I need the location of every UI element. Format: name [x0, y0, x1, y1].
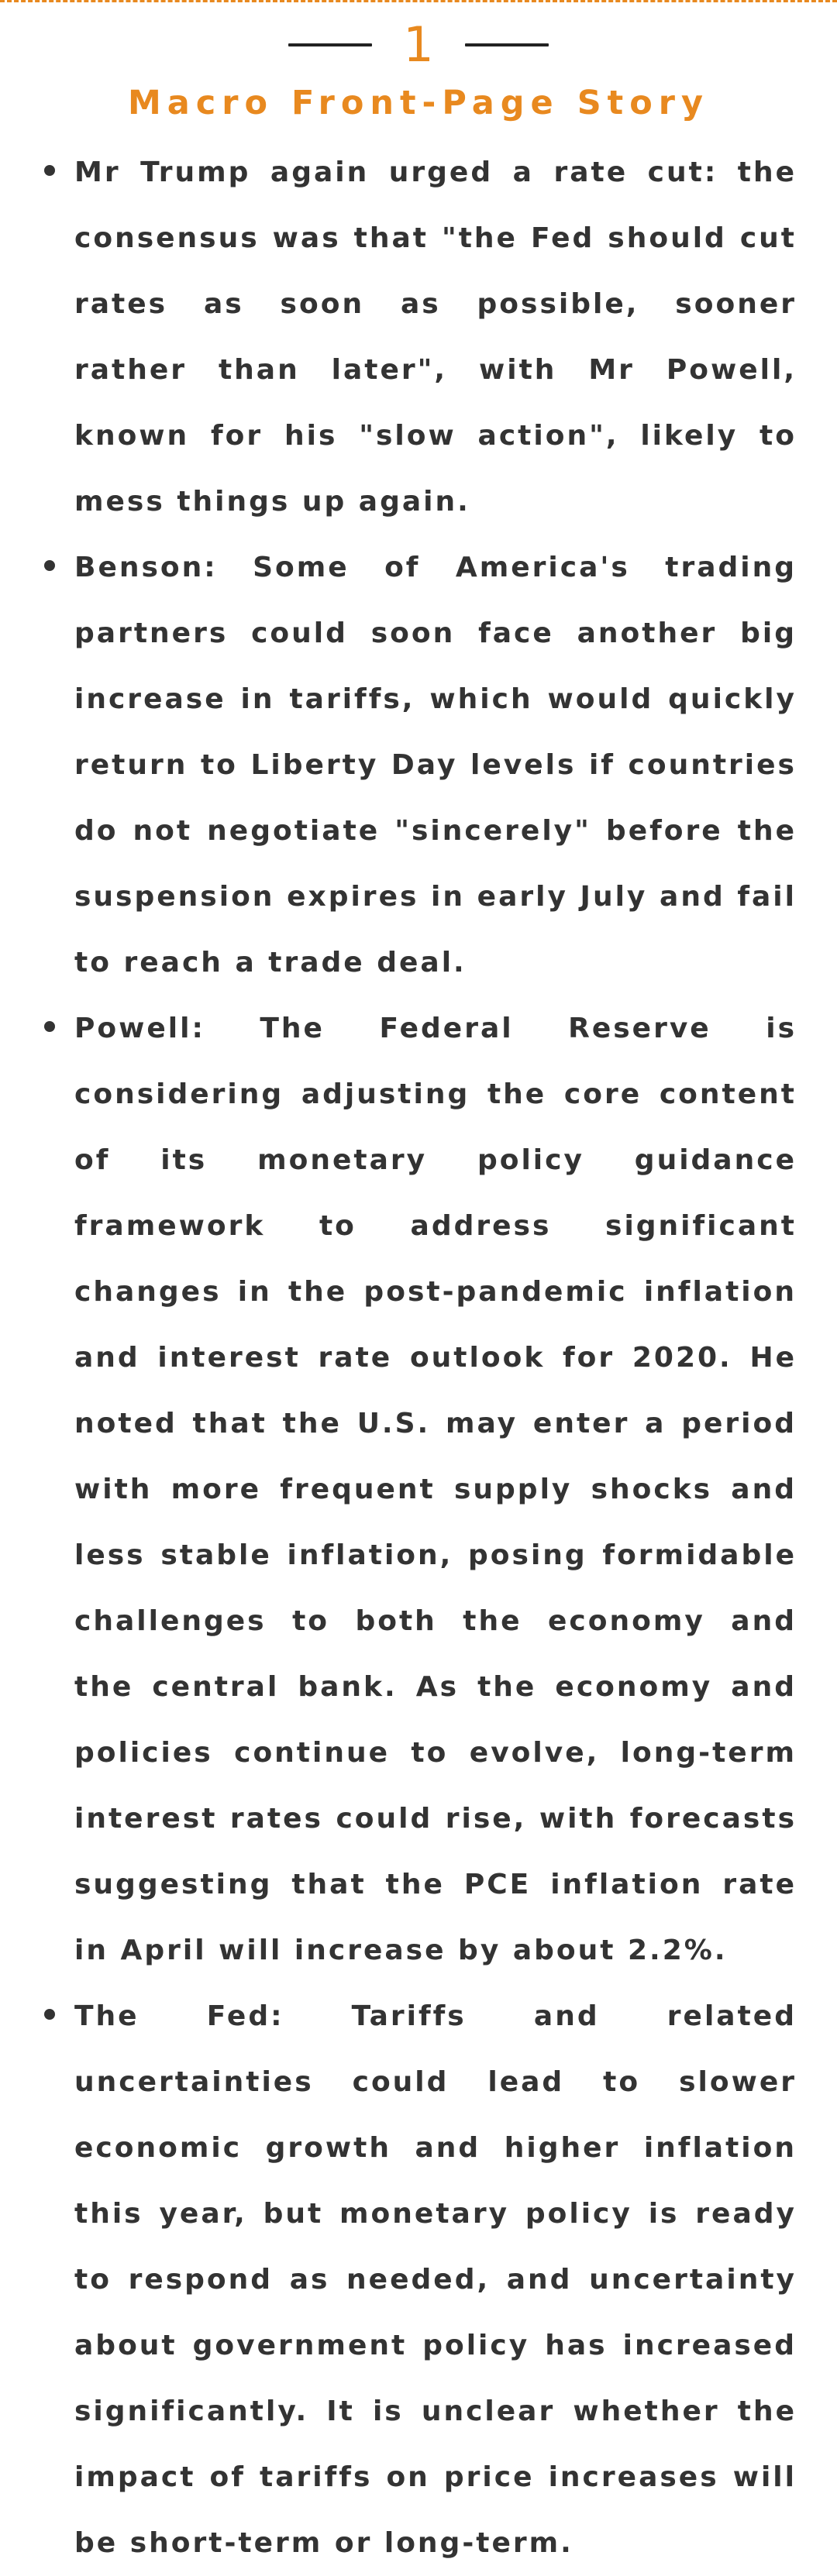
- bullet-item-fed: [0, 1983, 837, 2576]
- bullet-item-benson: [0, 535, 837, 996]
- section-number: 1: [403, 16, 434, 73]
- bullet-dot-icon: [44, 2009, 55, 2020]
- bullet-item-trump: [0, 139, 837, 535]
- bullet-dot-icon: [44, 560, 55, 571]
- bullet-text: Benson: Some of America's trading partners could soon face another big increase in tariffs, which would quickly return to Liberty Day levels if countries do not negotiate "sincerely" before the suspension expires in early July and fail to reach a trade deal.: [74, 552, 797, 978]
- bullet-text: The Fed: Tariffs and related uncertainties could lead to slower economic growth and higher inflation this year, but monetary policy is ready to respond as needed, and uncertainty about government policy has increased significantly. It is unclear whether the impact of tariffs on price increases will be short-term or long-term.: [74, 2000, 797, 2559]
- section-title: Macro Front-Page Story: [128, 84, 709, 122]
- right-rule: [465, 43, 549, 46]
- left-rule: [288, 43, 372, 46]
- bullet-dot-icon: [44, 165, 55, 176]
- bullet-dot-icon: [44, 1021, 55, 1032]
- bullet-text: Powell: The Federal Reserve is considering adjusting the core content of its monetary policy guidance framework to address significant changes in the post-pandemic inflation and interest rate outlook for 2020. He noted that the U.S. may enter a period with more frequent supply shocks and less stable inflation, posing formidable challenges to both the economy and the central bank. As the economy and policies continue to evolve, long-term interest rates could rise, with forecasts suggesting that the PCE inflation rate in April will increase by about 2.2%.: [74, 1013, 797, 1966]
- bullet-list: [0, 139, 837, 2576]
- bullet-item-powell: [0, 996, 837, 1983]
- section-header: [0, 14, 837, 126]
- section-number-row: [0, 14, 837, 76]
- bullet-text: Mr Trump again urged a rate cut: the consensus was that "the Fed should cut rates as soon as possible, sooner rather than later", with Mr Powell, known for his "slow action", likely to mess things up again.: [74, 156, 797, 518]
- top-dashed-border: [0, 0, 837, 2]
